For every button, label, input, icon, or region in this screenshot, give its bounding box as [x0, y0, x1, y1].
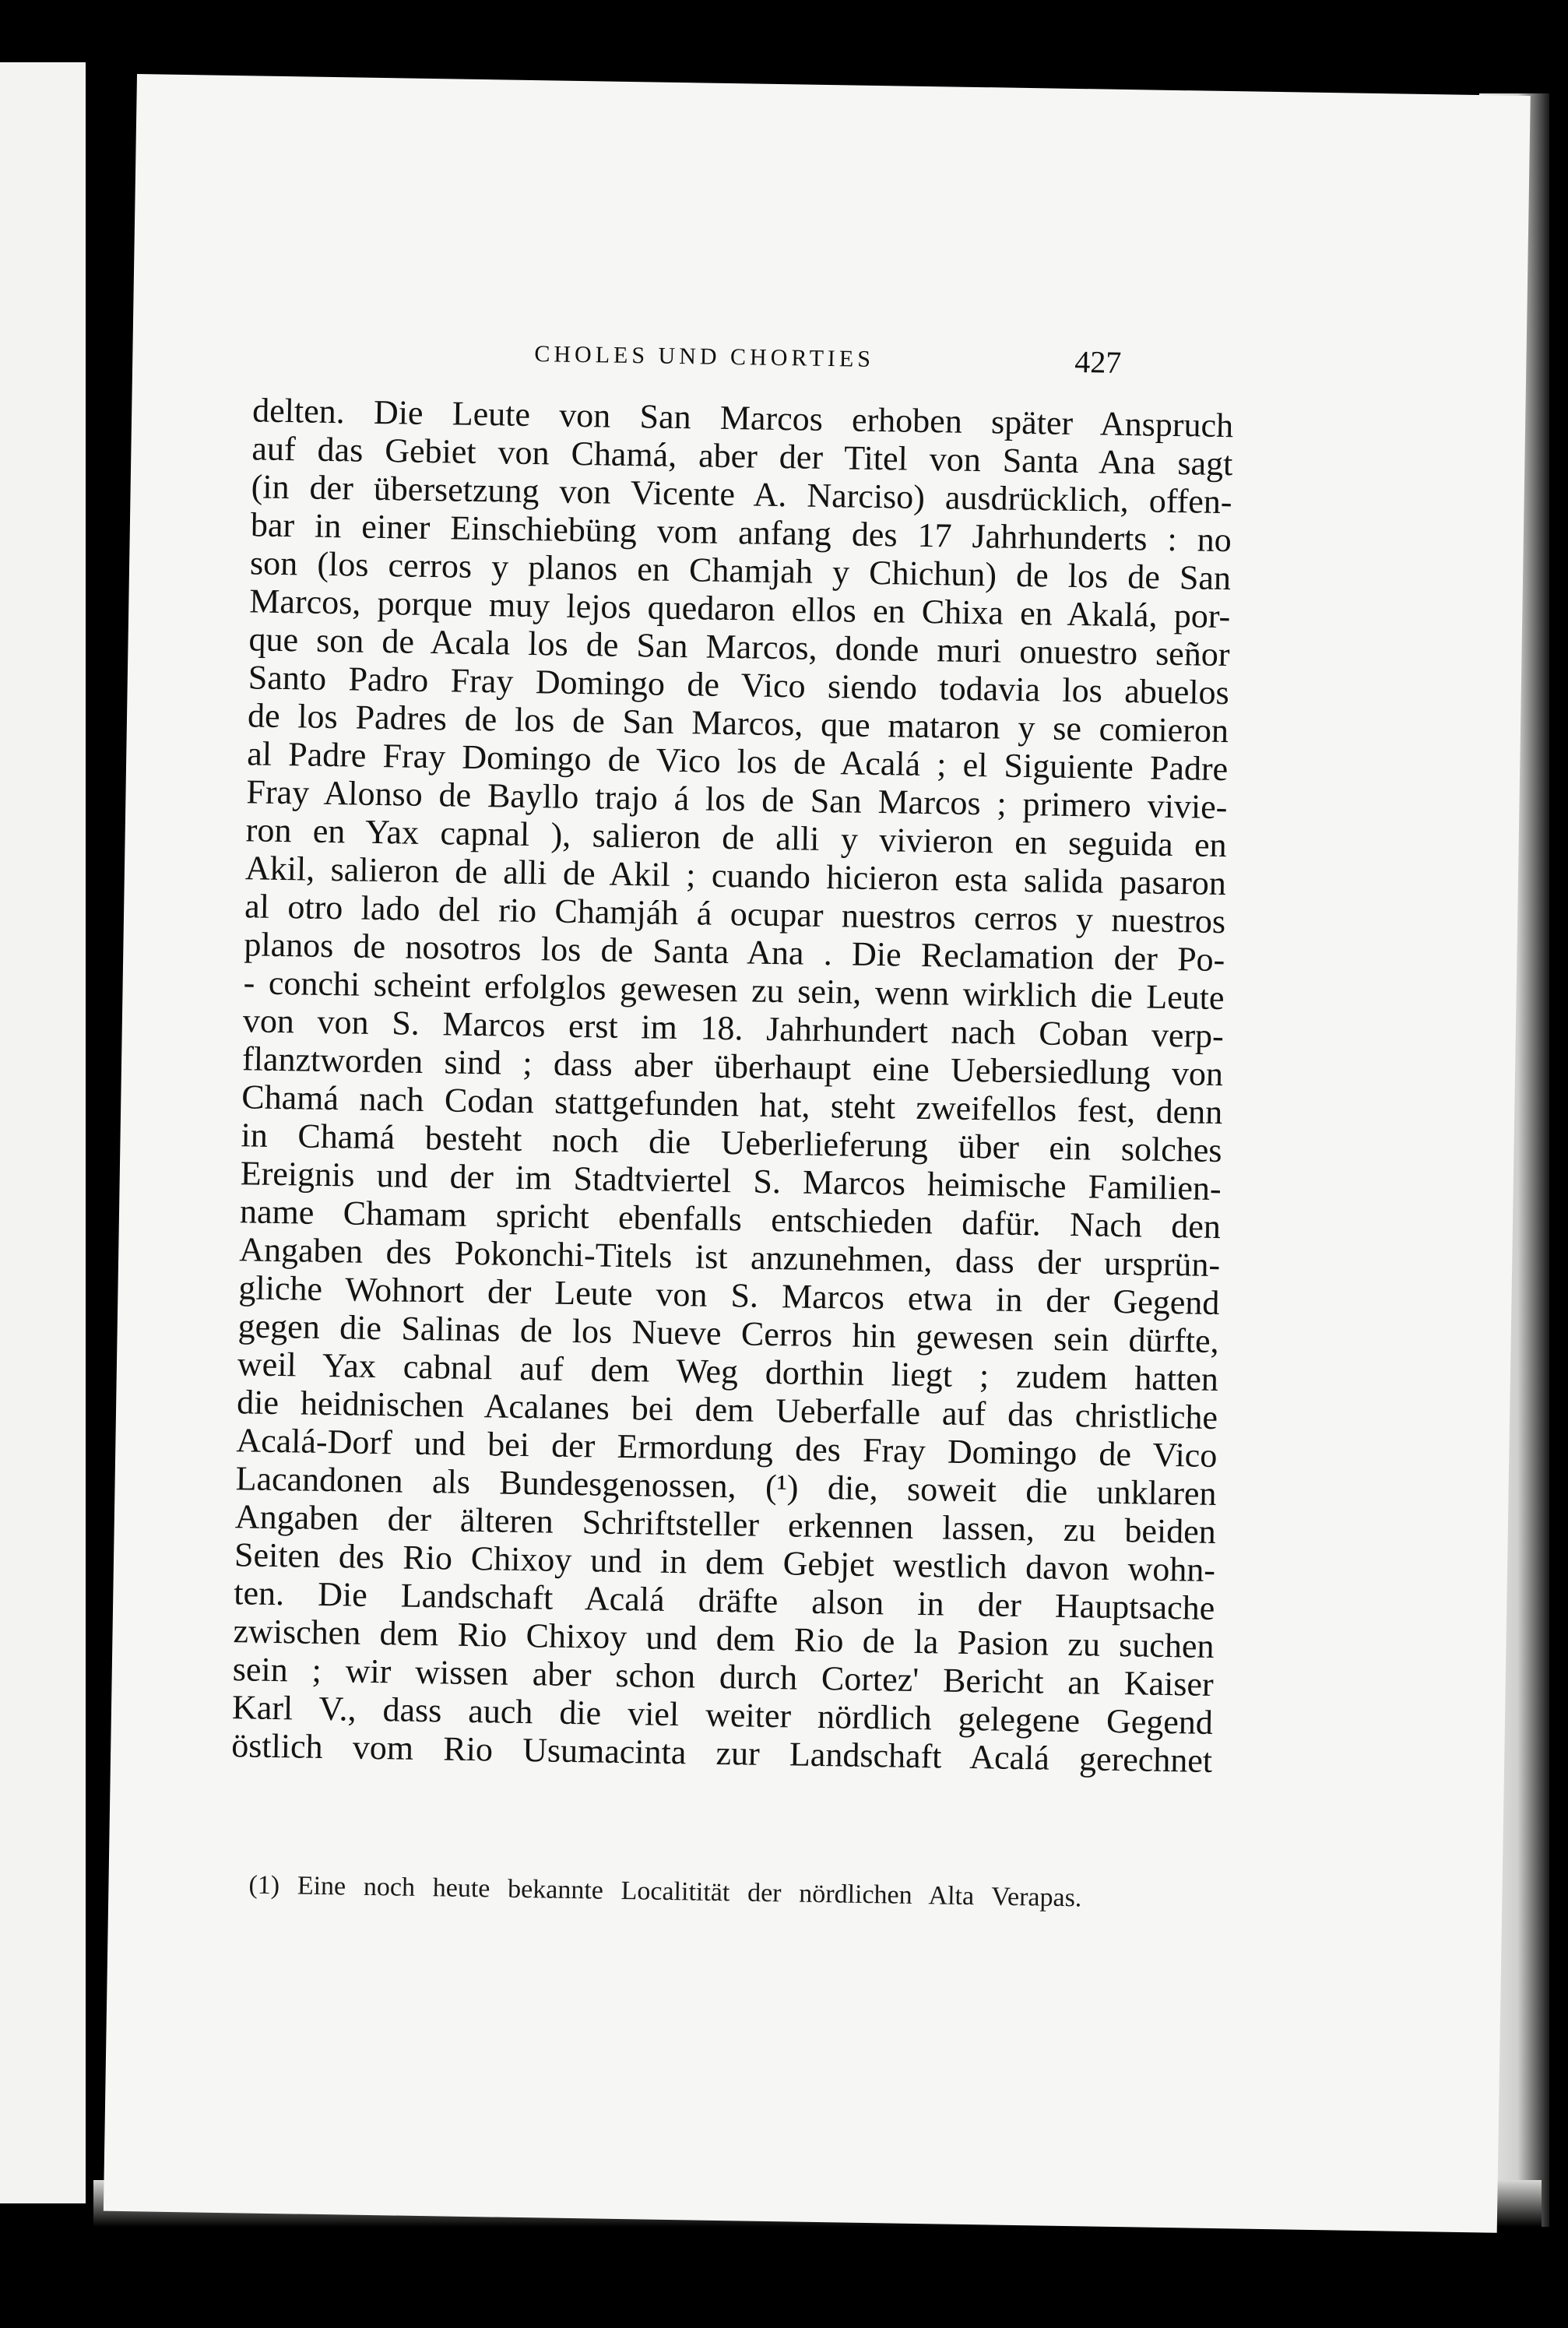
text-line: (in der übersetzung von Vicente A. Narciso) ausdrücklich, offen- [251, 467, 1232, 522]
running-title: CHOLES UND CHORTIES [534, 341, 875, 372]
running-head [133, 335, 1527, 380]
text-line: Seiten des Rio Chixoy und in dem Gebjet westlich davon wohn- [234, 1535, 1216, 1589]
text-line: de los Padres de los de San Marcos, que mataron y se comieron [247, 696, 1229, 751]
text-line: Chamá nach Codan stattgefunden hat, steht zweifellos fest, denn [241, 1078, 1223, 1132]
text-line: bar in einer Einschiebüng vom anfang des 17 Jahrhunderts : no [250, 505, 1232, 560]
text-line: al otro lado del rio Chamjáh á ocupar nuestros cerros y nuestros [244, 887, 1226, 941]
text-line: Karl V., dass auch die viel weiter nördlich gelegene Gegend [231, 1688, 1214, 1742]
text-line: - conchi scheint erfolglos gewesen zu sein, wenn wirklich die Leute [243, 963, 1225, 1018]
text-line: ten. Die Landschaft Acalá dräfte alson in der Hauptsache [233, 1574, 1215, 1627]
text-line: Lacandonen als Bundesgenossen, (¹) die, soweit die unklaren [235, 1459, 1217, 1514]
text-line: gliche Wohnort der Leute von S. Marcos etwa in der Gegend [238, 1268, 1220, 1323]
text-line: zwischen dem Rio Chixoy und dem Rio de la Pasion zu suchen [233, 1612, 1215, 1665]
text-line: Angaben des Pokonchi-Titels ist anzunehmen, dass der ursprün- [238, 1230, 1221, 1285]
text-line: Acalá-Dorf und bei der Ermordung des Fray Domingo de Vico [236, 1421, 1218, 1475]
text-line: gegen die Salinas de los Nueve Cerros hin gewesen sein dürfte, [237, 1306, 1219, 1361]
text-line: Ereignis und der im Stadtviertel S. Marcos heimische Familien- [240, 1154, 1222, 1208]
left-page-edge [0, 62, 86, 2203]
text-line: delten. Die Leute von San Marcos erhoben später Anspruch [251, 391, 1234, 445]
text-line: Angaben der älteren Schriftsteller erkennen lassen, zu beiden [234, 1497, 1217, 1551]
text-line: que son de Acala los de San Marcos, donde muri onuestro señor [248, 620, 1230, 674]
text-line: Fray Alonso de Bayllo trajo á los de San Marcos ; primero vivie- [246, 772, 1228, 827]
text-line: flanztworden sind ; dass aber überhaupt eine Uebersiedlung von [241, 1039, 1224, 1094]
text-line: Akil, salieron de alli de Akil ; cuando hicieron esta salida pasaron [244, 849, 1227, 903]
body-text [231, 391, 1234, 1780]
footnote: (1) Eine noch heute bekannte Localitität der nördlichen Alta Verapas. [248, 1870, 1082, 1913]
text-line: sein ; wir wissen aber schon durch Cortez' Bericht an Kaiser [232, 1650, 1215, 1704]
book-page [104, 74, 1531, 2233]
text-line: ron en Yax capnal ), salieron de alli y vivieron en seguida en [245, 811, 1227, 865]
text-line: östlich vom Rio Usumacinta zur Landschaft Acalá gerechnet [230, 1726, 1213, 1780]
text-line: Santo Padro Fray Domingo de Vico siendo todavia los abuelos [248, 658, 1230, 712]
text-line: al Padre Fray Domingo de Vico los de Acalá ; el Siguiente Padre [246, 734, 1229, 789]
text-line: son (los cerros y planos en Chamjah y Chichun) de los de San [249, 543, 1232, 598]
text-line: Marcos, porque muy lejos quedaron ellos en Chixa en Akalá, por- [249, 582, 1231, 636]
page-number: 427 [1074, 343, 1122, 380]
text-line: weil Yax cabnal auf dem Weg dorthin liegt ; zudem hatten [237, 1345, 1219, 1399]
text-line: name Chamam spricht ebenfalls entschieden dafür. Nach den [239, 1192, 1222, 1247]
text-line: auf das Gebiet von Chamá, aber der Titel von Santa Ana sagt [251, 429, 1233, 484]
text-line: planos de nosotros los de Santa Ana . Die Reclamation der Po- [244, 925, 1225, 979]
text-line: die heidnischen Acalanes bei dem Ueberfalle auf das christliche [236, 1383, 1218, 1437]
text-line: von von S. Marcos erst im 18. Jahrhundert nach Coban verp- [242, 1001, 1225, 1056]
text-line: in Chamá besteht noch die Ueberlieferung über ein solches [241, 1116, 1222, 1170]
